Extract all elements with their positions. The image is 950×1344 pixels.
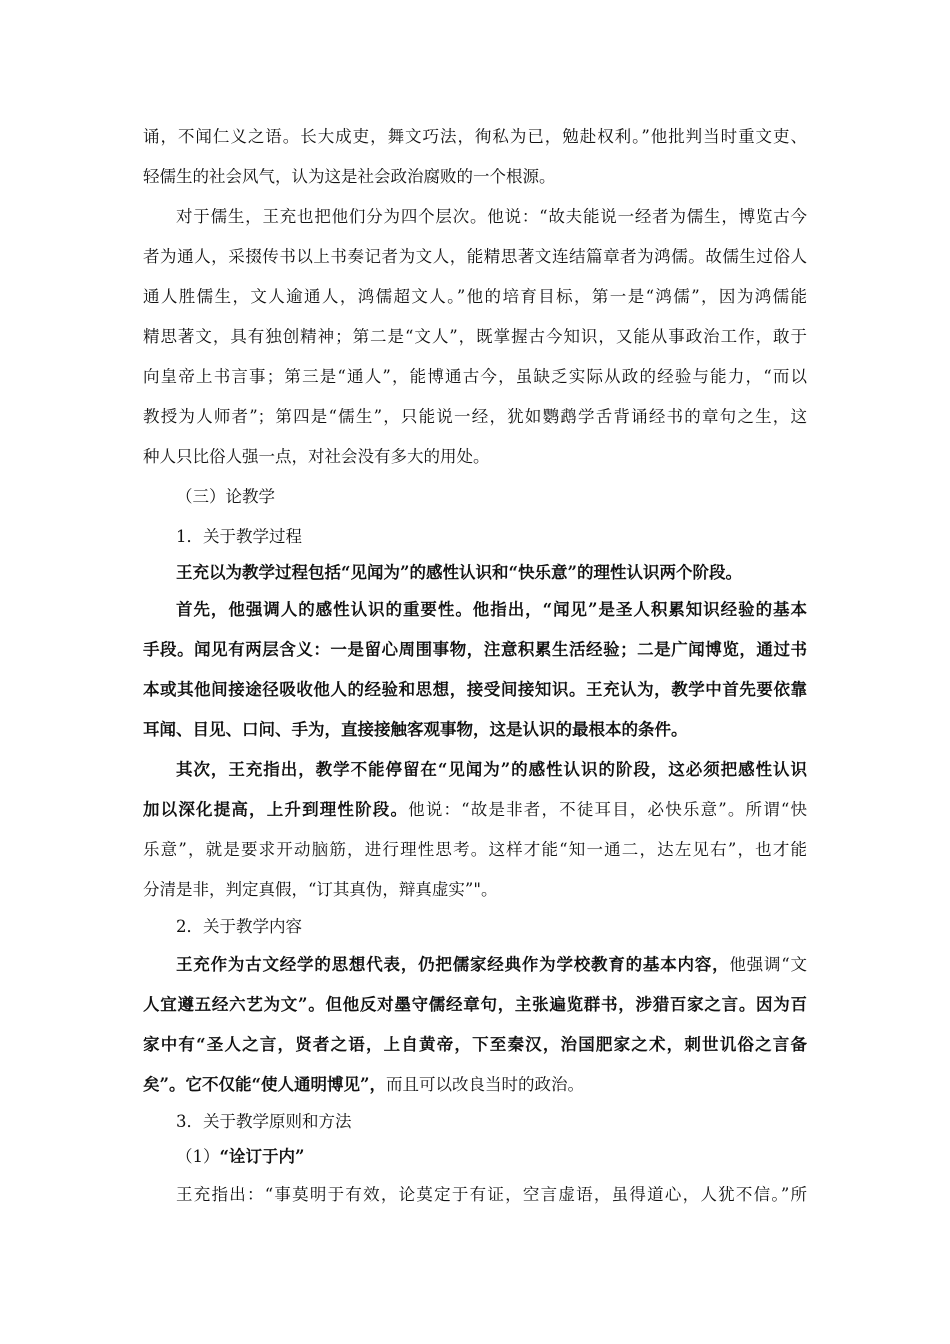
- text-line: 通人胜儒生，文人逾通人，鸿儒超文人。”他的培育目标，第一是“鸿儒”，因为鸿儒能: [143, 287, 807, 306]
- bold-span: 王充作为古文经学的思想代表，仍把儒家经典作为学校教育的基本内容，: [176, 955, 730, 974]
- bold-span: 矣”。它不仅能“使人通明博见”，: [143, 1075, 386, 1094]
- text-line: 本或其他间接途径吸收他人的经验和思想，接受间接知识。王充认为，教学中首先要依靠: [143, 680, 807, 699]
- subsection-heading: 3．关于教学原则和方法: [176, 1112, 352, 1131]
- sub-item-heading: [176, 1147, 807, 1167]
- text-line: 分清是非，判定真假，“订其真伪，辩真虚实”"。: [143, 880, 498, 899]
- text-line: [143, 1075, 807, 1095]
- paragraph-start: [176, 955, 807, 975]
- paragraph-start: 其次，王充指出，教学不能停留在“见闻为”的感性认识的阶段，这必须把感性认识: [176, 760, 807, 779]
- paragraph-start: 王充指出：“事莫明于有效，论莫定于有证，空言虚语，虽得道心，人犹不信。”所: [176, 1185, 807, 1204]
- section-heading: （三）论教学: [176, 487, 275, 506]
- normal-span: 他说：“故是非者，不徒耳目，必快乐意”。所谓“快: [408, 800, 807, 819]
- text-line: [143, 800, 807, 820]
- text-line: 向皇帝上书言事；第三是“通人”，能博通古今，虽缺乏实际从政的经验与能力，“而以: [143, 367, 807, 386]
- normal-span: 而且可以改良当时的政治。: [385, 1075, 584, 1094]
- text-line: 人宜遵五经六艺为文”。但他反对墨守儒经章句，主张遍览群书，涉猎百家之言。因为百: [143, 995, 807, 1014]
- text-line: 诵，不闻仁义之语。长大成吏，舞文巧法，徇私为已，勉赴权利。”他批判当时重文吏、: [143, 127, 807, 146]
- bold-span: “诠订于内”: [219, 1147, 305, 1166]
- text-line: 家中有“圣人之言，贤者之语，上自黄帝，下至秦汉，治国肥家之术，刺世讥俗之言备: [143, 1035, 807, 1054]
- text-line: 精思著文，具有独创精神；第二是“文人”，既掌握古今知识，又能从事政治工作，敢于: [143, 327, 807, 346]
- text-line: 手段。闻见有两层含义：一是留心周围事物，注意积累生活经验；二是广闻博览，通过书: [143, 640, 807, 659]
- subsection-heading: 2．关于教学内容: [176, 917, 302, 936]
- paragraph-start: 首先，他强调人的感性认识的重要性。他指出，“闻见”是圣人积累知识经验的基本: [176, 600, 807, 619]
- paragraph-start: 王充以为教学过程包括“见闻为”的感性认识和“快乐意”的理性认识两个阶段。: [176, 563, 742, 582]
- subsection-heading: 1．关于教学过程: [176, 527, 302, 546]
- item-number: （1）: [176, 1147, 220, 1166]
- text-line: 耳闻、目见、口问、手为，直接接触客观事物，这是认识的最根本的条件。: [143, 720, 688, 739]
- text-line: 乐意”，就是要求开动脑筋，进行理性思考。这样才能“知一通二，达左见右”，也才能: [143, 840, 807, 859]
- paragraph-start: 对于儒生，王充也把他们分为四个层次。他说：“故夫能说一经者为儒生，博览古今: [176, 207, 807, 226]
- text-line: 教授为人师者”；第四是“儒生”，只能说一经，犹如鹦鹉学舌背诵经书的章句之生，这: [143, 407, 807, 426]
- normal-span: 他强调“文: [729, 955, 807, 974]
- text-line: 者为通人，采掇传书以上书奏记者为文人，能精思著文连结篇章者为鸿儒。故儒生过俗人: [143, 247, 807, 266]
- bold-span: 加以深化提高，上升到理性阶段。: [143, 800, 409, 819]
- text-line: 轻儒生的社会风气，认为这是社会政治腐败的一个根源。: [143, 167, 556, 186]
- text-line: 种人只比俗人强一点，对社会没有多大的用处。: [143, 447, 490, 466]
